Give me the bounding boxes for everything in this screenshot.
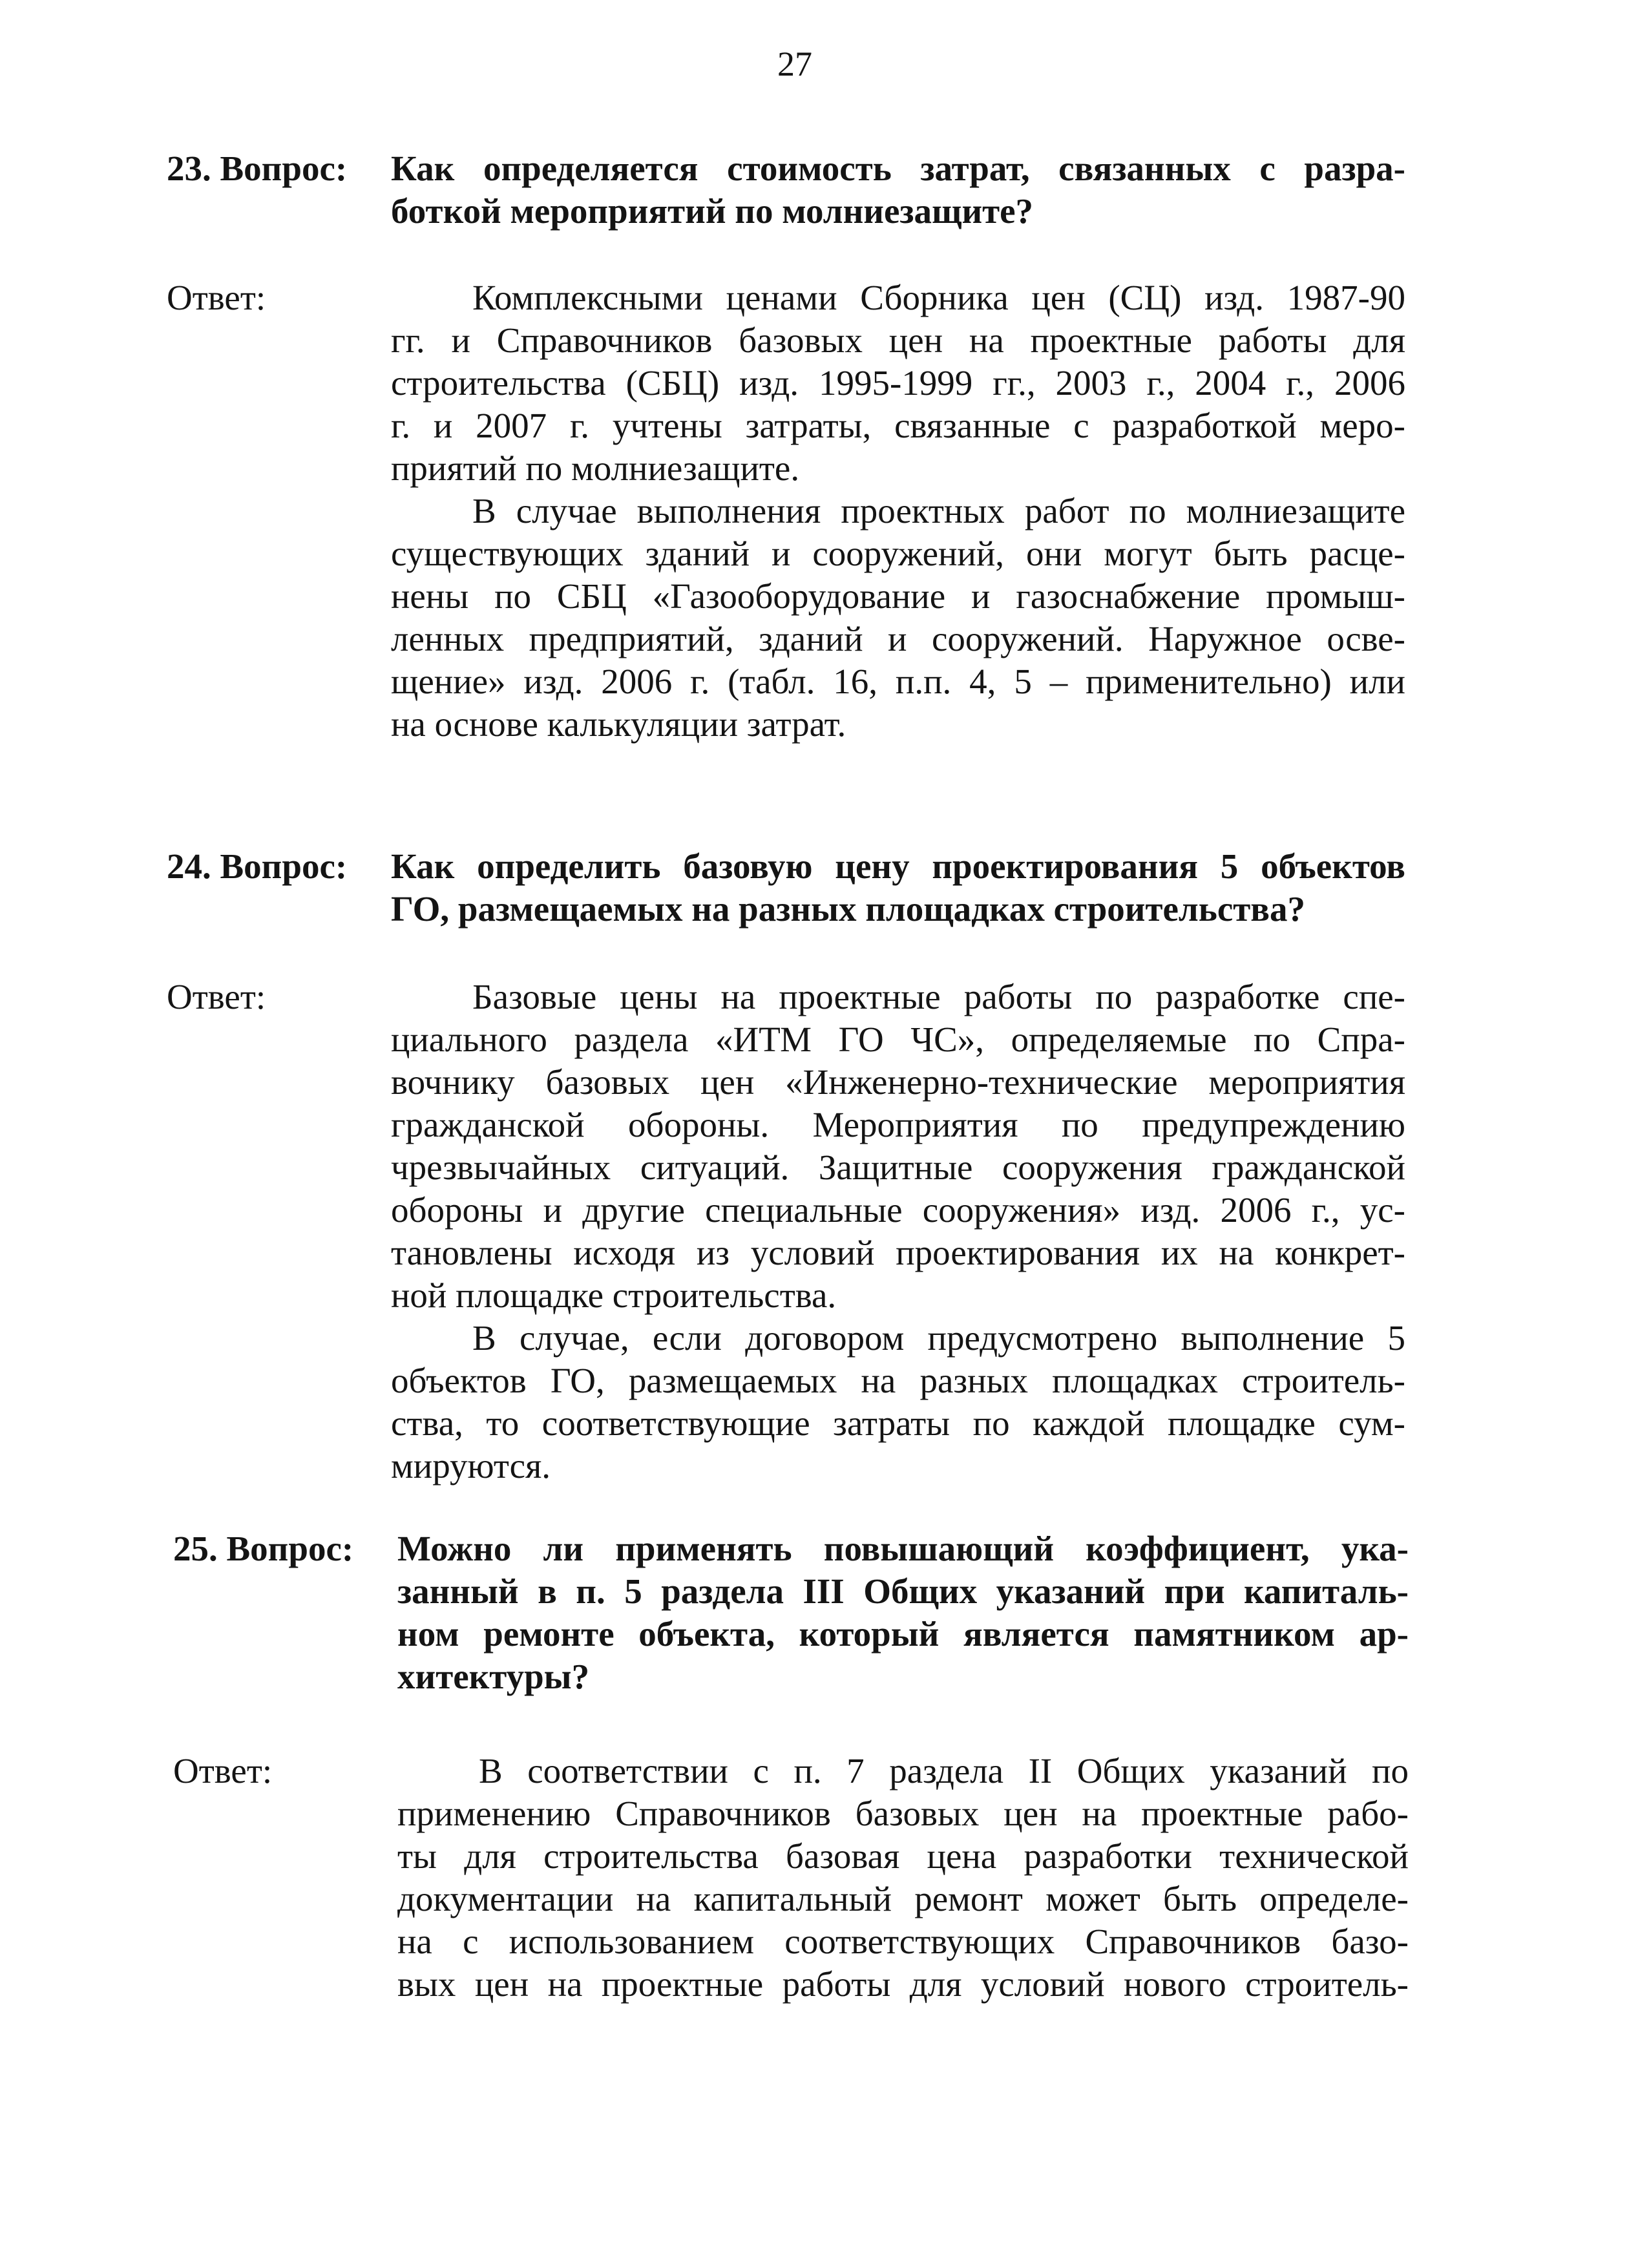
answer-label-25: Ответ: [173,1751,273,1790]
question-line: занный в п. 5 раздела III Общих указаний при капиталь- [397,1571,1409,1611]
answer-line: объектов ГО, размещаемых на разных площадках строитель- [391,1361,1405,1400]
answer-line: мируются. [391,1446,551,1486]
answer-paragraph [391,277,1405,490]
answer-line: на основе калькуляции затрат. [391,704,846,744]
question-line: боткой мероприятий по молниезащите? [391,191,1034,231]
answer-line: циального раздела «ИТМ ГО ЧС», определяемые по Спра- [391,1020,1405,1059]
question-line: Как определяется стоимость затрат, связанных с разра- [391,149,1405,188]
page-number: 27 [777,45,812,83]
answer-line: на с использованием соответствующих Справочников базо- [397,1922,1409,1961]
answer-line: ства, то соответствующие затраты по каждой площадке сум- [391,1403,1405,1443]
answer-label-23: Ответ: [167,278,266,317]
answer-line: вых цен на проектные работы для условий нового строитель- [397,1964,1409,2004]
answer-line: г. и 2007 г. учтены затраты, связанные с разработкой меро- [391,406,1405,445]
answer-line: гражданской обороны. Мероприятия по предупреждению [391,1105,1405,1144]
answer-line: В случае, если договором предусмотрено выполнение 5 [472,1318,1405,1358]
answer-paragraph [397,1750,1409,2006]
answer-text-24 [391,976,1405,1487]
answer-label-24: Ответ: [167,977,266,1016]
question-line: хитектуры? [397,1657,590,1696]
answer-line: нены по СБЦ «Газооборудование и газоснабжение промыш- [391,576,1405,616]
answer-line: вочнику базовых цен «Инженерно-технические мероприятия [391,1062,1405,1102]
question-text-23 [391,147,1405,233]
answer-line: щение» изд. 2006 г. (табл. 16, п.п. 4, 5 – применительно) или [391,662,1405,701]
question-line: ном ремонте объекта, который является памятником ар- [397,1614,1409,1654]
answer-line: чрезвычайных ситуаций. Защитные сооружения гражданской [391,1148,1405,1187]
answer-line: строительства (СБЦ) изд. 1995-1999 гг., 2003 г., 2004 г., 2006 [391,363,1405,403]
question-label-25: 25. Вопрос: [173,1529,354,1568]
answer-line: гг. и Справочников базовых цен на проектные работы для [391,320,1405,360]
answer-paragraph [391,976,1405,1317]
question-label-24: 24. Вопрос: [167,846,348,886]
answer-text-25 [397,1750,1409,2006]
question-label-23: 23. Вопрос: [167,149,348,188]
answer-line: документации на капитальный ремонт может быть определе- [397,1879,1409,1918]
answer-line: обороны и другие специальные сооружения» изд. 2006 г., ус- [391,1190,1405,1230]
answer-line: ты для строительства базовая цена разработки технической [397,1836,1409,1876]
answer-paragraph [391,1317,1405,1487]
question-line: Как определить базовую цену проектирования 5 объектов [391,846,1405,886]
question-line: Можно ли применять повышающий коэффициент, ука- [397,1529,1409,1568]
question-line: ГО, размещаемых на разных площадках строительства? [391,889,1305,929]
answer-line: ленных предприятий, зданий и сооружений. Наружное осве- [391,619,1405,658]
answer-line: тановлены исходя из условий проектирования их на конкрет- [391,1233,1405,1272]
answer-line: применению Справочников базовых цен на проектные рабо- [397,1794,1409,1833]
answer-line: существующих зданий и сооружений, они могут быть расце- [391,534,1405,573]
question-text-25 [397,1528,1409,1698]
answer-text-23 [391,277,1405,746]
question-text-24 [391,845,1405,930]
answer-line: В соответствии с п. 7 раздела II Общих указаний по [479,1751,1409,1790]
answer-line: В случае выполнения проектных работ по молниезащите [472,491,1405,530]
answer-line: приятий по молниезащите. [391,448,800,488]
answer-line: ной площадке строительства. [391,1276,837,1315]
answer-line: Комплексными ценами Сборника цен (СЦ) изд. 1987-90 [472,278,1405,317]
answer-line: Базовые цены на проектные работы по разработке спе- [472,977,1405,1016]
answer-paragraph [391,490,1405,746]
